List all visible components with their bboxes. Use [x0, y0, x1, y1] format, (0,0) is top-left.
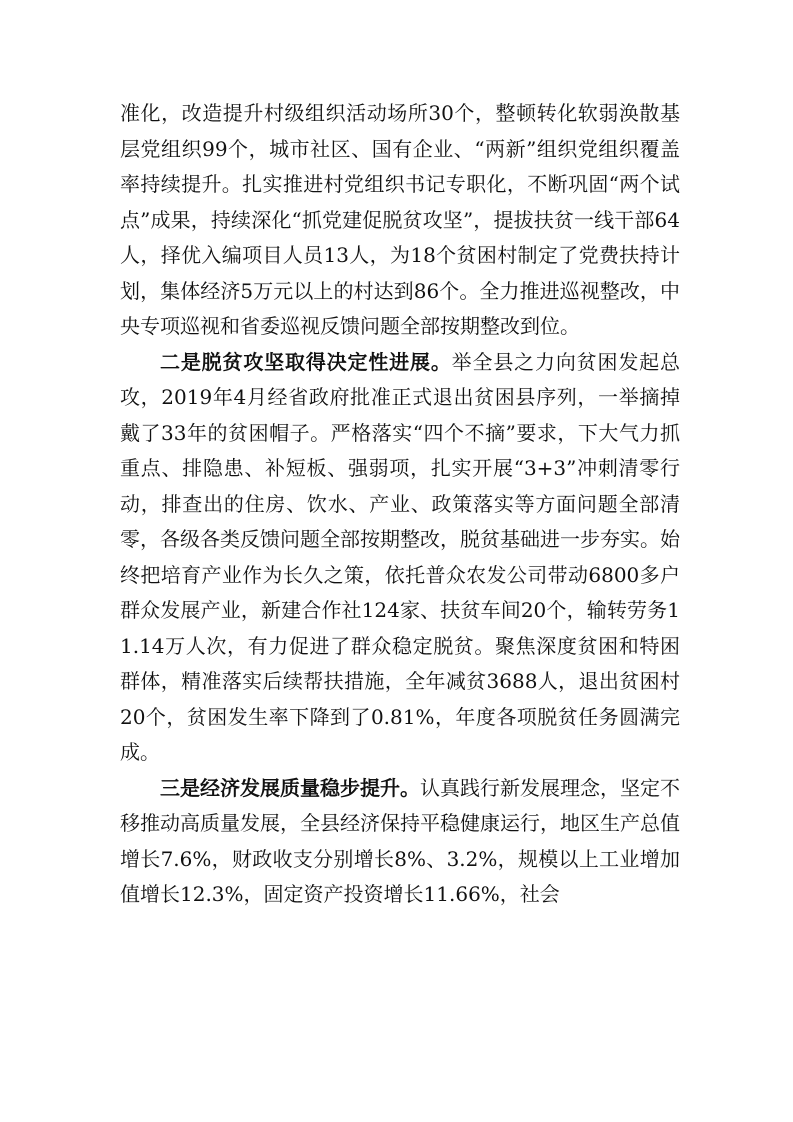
paragraph-2-body: 举全县之力向贫困发起总攻，2019年4月经省政府批准正式退出贫困县序列，一举摘掉戴了33年的贫困帽子。严格落实“四个不摘”要求，下大气力抓重点、排隐患、补短板、强弱项，扎实开展“3+3”冲刺清零行动，排查出的住房、饮水、产业、政策落实等方面问题全部清零，各级各类反馈问题全部按期整改，脱贫基础进一步夯实。始终把培育产业作为长久之策，依托普众农发公司带动6800多户群众发展产业，新建合作社124家、扶贫车间20个，输转劳务11.14万人次，有力促进了群众稳定脱贫。聚焦深度贫困和特困群体，精准落实后续帮扶措施，全年减贫3688人，退出贫困村20个，贫困发生率下降到了0.81%，年度各项脱贫任务圆满完成。 [120, 349, 681, 764]
document-body [120, 96, 680, 913]
paragraph-2-lead: 二是脱贫攻坚取得决定性进展。 [160, 349, 452, 374]
paragraph-party-building: 准化，改造提升村级组织活动场所30个，整顿转化软弱涣散基层党组织99个，城市社区、国有企业、“两新”组织党组织覆盖率持续提升。扎实推进村党组织书记专职化，不断巩固“两个试点”成果，持续深化“抓党建促脱贫攻坚”，提拔扶贫一线干部64人，择优入编项目人员13人，为18个贫困村制定了党费扶持计划，集体经济5万元以上的村达到86个。全力推进巡视整改，中央专项巡视和省委巡视反馈问题全部按期整改到位。 [120, 101, 680, 338]
paragraph-3-body: 认真践行新发展理念，坚定不移推动高质量发展，全县经济保持平稳健康运行，地区生产总值增长7.6%，财政收支分别增长8%、3.2%，规模以上工业增加值增长12.3%，固定资产投资增长11.66%，社会 [120, 775, 680, 906]
paragraph-3-lead: 三是经济发展质量稳步提升。 [160, 775, 420, 800]
paragraph-economic-development [120, 771, 680, 913]
paragraph-poverty-alleviation [120, 345, 680, 771]
